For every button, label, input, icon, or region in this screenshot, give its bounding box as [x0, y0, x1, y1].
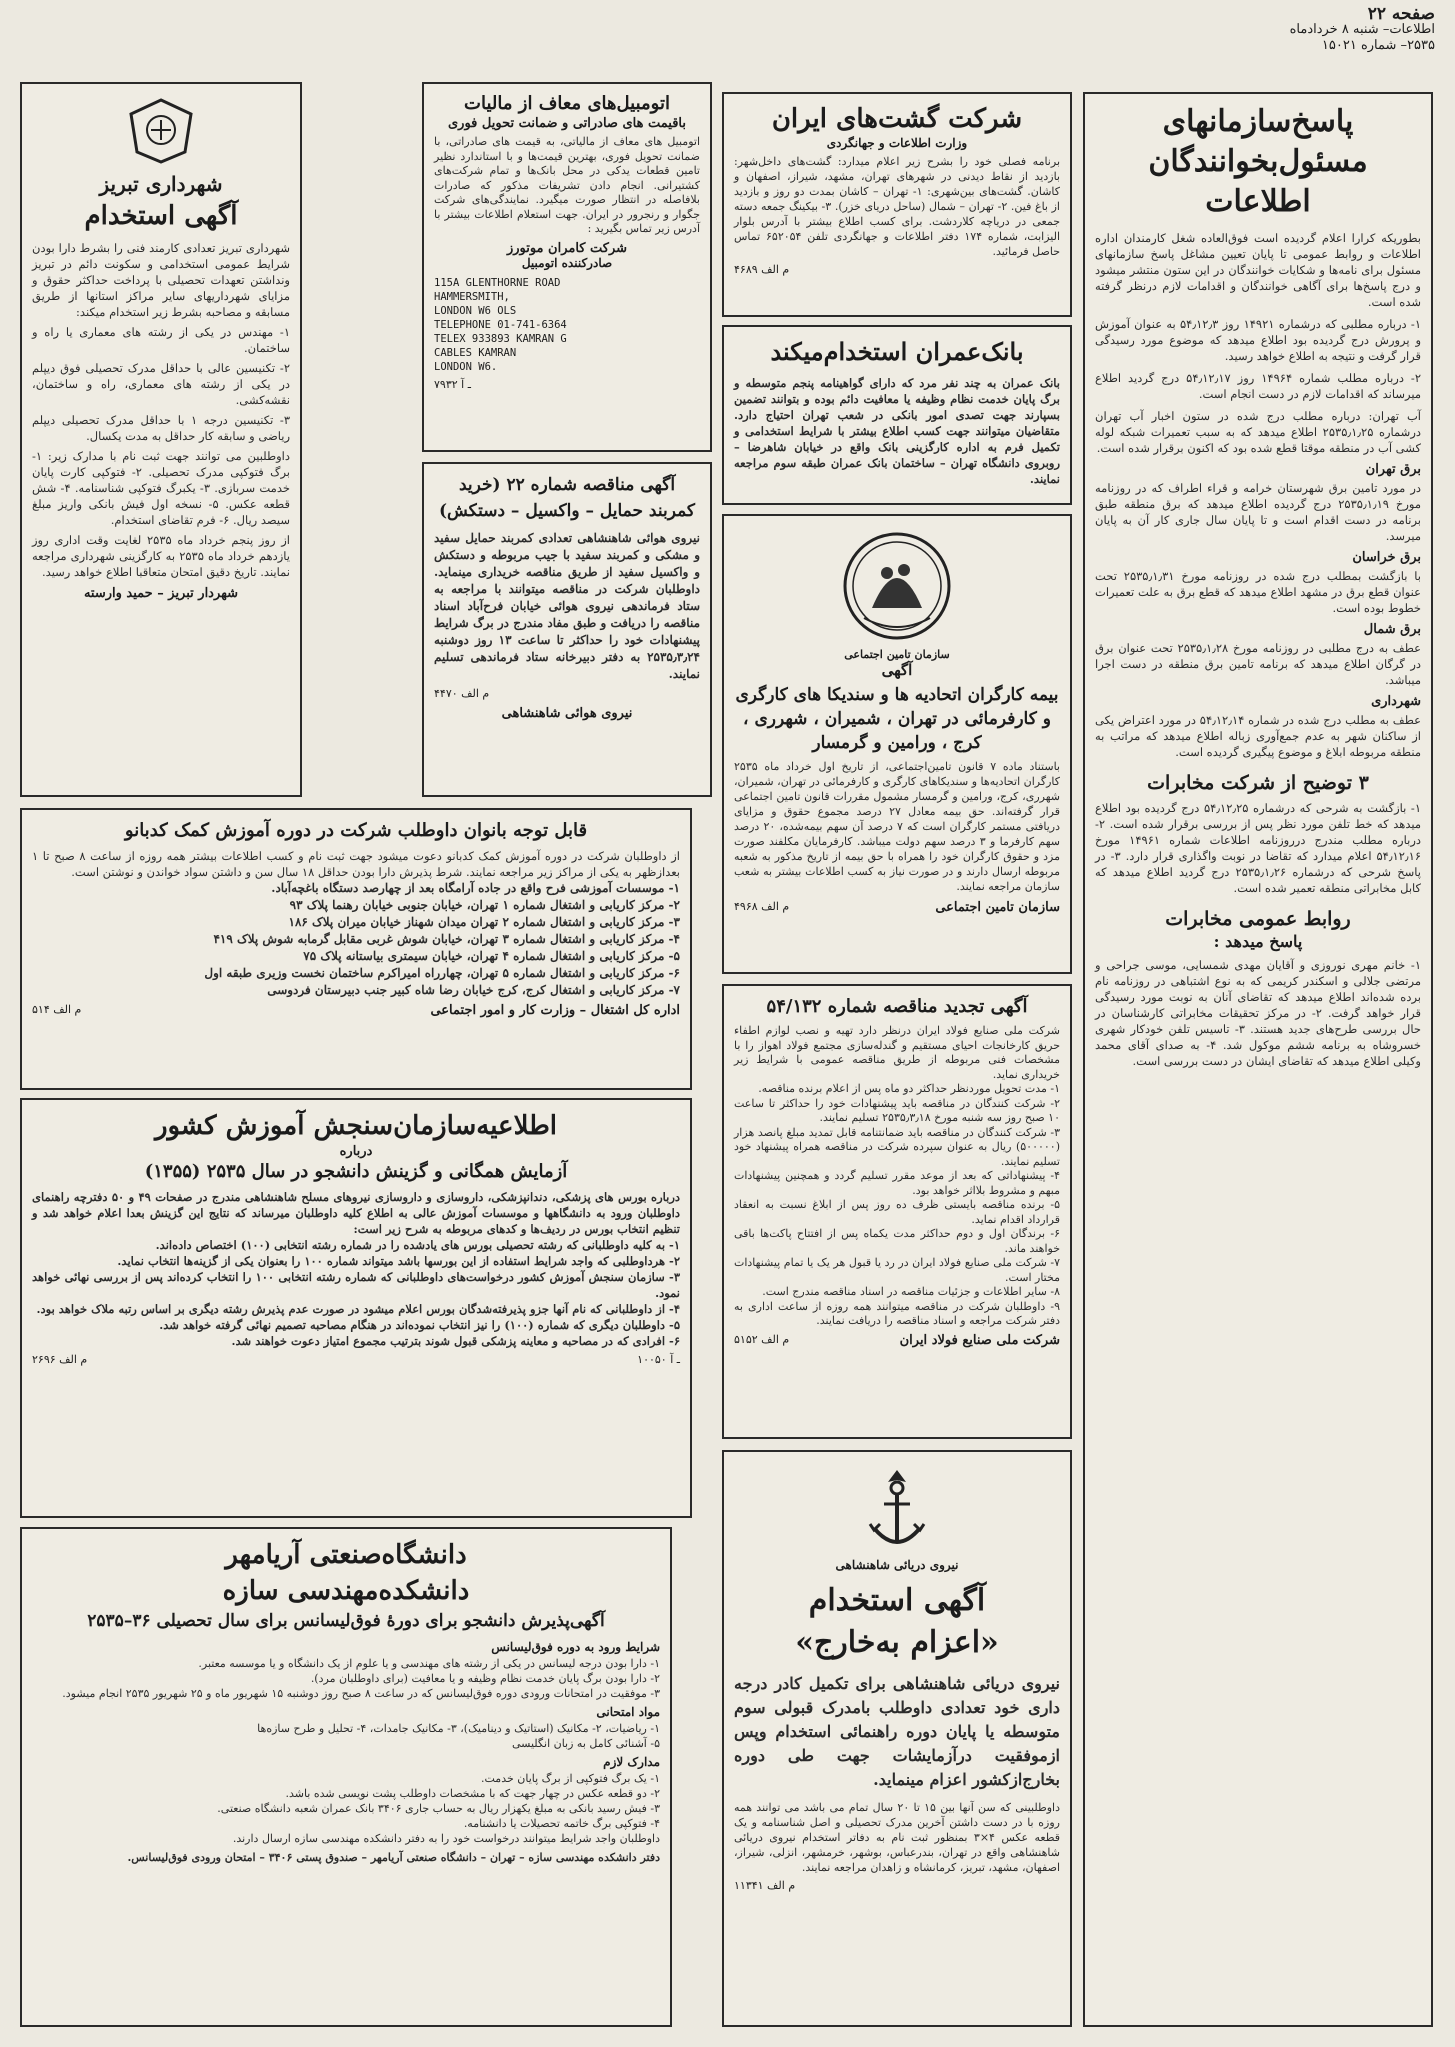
reader-responses-title-1: پاسخ‌سازمانهای — [1162, 104, 1354, 139]
auto-title: اتومبیل‌های معاف از مالیات — [464, 93, 670, 114]
airforce-code: م الف ۴۴۷۰ — [434, 687, 490, 700]
bank-title: بانک‌عمران استخدام‌میکند — [770, 337, 1024, 366]
tabriz-item: از روز پنجم خرداد ماه ۲۵۳۵ لغایت وقت اداری روز یازدهم خرداد ماه ۲۵۳۵ به کارگزینی شهرداری مراجعه نمایند. تاریخ دقیق امتحان متعاقبا اطلاع خواهد رسید. — [32, 533, 291, 579]
sanjesh-item: ۲- هرداوطلبی که واجد شرایط استفاده از این بورسها باشد میتواند شماره ۱۰۰ را بعنوان یکی از گزینه‌ها انتخاب نماید. — [117, 1254, 680, 1268]
ravabet-title: روابط عمومی مخابرات — [1165, 908, 1351, 930]
navy-title-1: آگهی استخدام — [808, 1583, 986, 1618]
gasht-subtitle: وزارت اطلاعات و جهانگردی — [826, 136, 968, 150]
navy-emblem-caption: نیروی دریائی شاهنشاهی — [835, 1558, 959, 1572]
navy-code: م الف ۱۱۳۴۱ — [734, 1879, 796, 1892]
sanjesh-item: ۶- افرادی که در مصاحبه و معاینه پزشکی قبول شوند بترتیب مجموع امتیاز دعوت خواهند شد. — [231, 1334, 680, 1348]
auto-body: اتومبیل های معاف از مالیاتی، به قیمت های صادراتی، با ضمانت تحویل فوری، بهترین قیمت‌ها و با استاندارد نظیر تامین قطعات یدکی در محل بانک‌ها و تمام شرکت‌های کشتیرانی. انجام دادن تشریفات مذکور که صادرات بلافاصله در انتظار صورت میگیرد. نمایندگی‌های شرکت جگوار و رنجرور در ایران. جهت استعلام اطلاعات بیشتر با آدرس زیر تماس بگیرید : — [434, 135, 700, 235]
sanjesh-pre: درباره — [339, 1144, 373, 1159]
foolad-term: ۱- مدت تحویل موردنظر حداکثر دو ماه پس از اعلام برنده مناقصه. — [758, 1082, 1060, 1095]
kadbanoo-item: ۶- مرکز کاریابی و اشتغال شماره ۵ تهران، چهارراه امیراکرم ساختمان نخست وزیری طبقه اول — [204, 966, 680, 980]
foolad-title: آگهی تجدید مناقصه شماره ۵۴/۱۳۲ — [766, 996, 1028, 1017]
bank-body: بانک عمران به چند نفر مرد که دارای گواهینامه پنجم متوسطه و برگ پایان خدمت نظام وظیفه یا معافیت دائم بوده و بتوانند تضمین بسپارند جهت تصدی امور بانکی در شعب تهران احتیاج دارد. متقاضیان میتوانند جهت کسب اطلاع بیشتر با شرایط استخدامی و تکمیل فرم به اداره کارگزینی بانک واقع در خیابان شاهرضا – روبروی دانشگاه تهران – ساختمان بانک عمران طبقه سوم مراجعه نمایند. — [734, 376, 1060, 486]
foolad-code: م الف ۵۱۵۲ — [734, 1332, 790, 1346]
gasht-body: برنامه فصلی خود را بشرح زیر اعلام میدارد: گشت‌های داخل‌شهر: بازدید از نقاط دیدنی در شهرهای تهران، مشهد، شیراز، اصفهان و کاشان. گشت‌های بین‌شهری: ۱- تهران – کاشان بمدت دو روز و بازدید از باغ فین. ۲- تهران – شمال (ساحل دریای خزر). ۳- بیکینگ جمعه دسته جمعی در دریاچه کلاردشت. برای کسب اطلاع بیشتر با آدرس بلوار الیزابت، شماره ۱۷۴ دفتر اطلاعات و جهانگردی تلفن ۶۵۲۰۵۴ تماس حاصل فرمائید. — [734, 155, 1061, 258]
foolad-body: شرکت ملی صنایع فولاد ایران درنظر دارد تهیه و نصب لوازم اطفاء حریق کارخانجات احیای مستقیم و گندله‌سازی مجتمع فولاد اهواز را با مشخصات فنی مربوطه از طریق مناقصه عمومی با شرایط زیر خریداری نماید. — [734, 1024, 1060, 1081]
tabriz-item: ۱- مهندس در یکی از رشته های معماری یا راه و ساختمان. — [32, 325, 290, 355]
section-body: عطف به مطلب درج شده در شماره ۵۴٫۱۲٫۱۴ در مورد اعتراض یکی از ساکنان شهر به عدم جمع‌آوری زباله اطلاع میدهد که مراتب به منطقه مربوطه ابلاغ و موضوع پیگیری گردیده است. — [1095, 713, 1421, 759]
reader-responses-intro: بطوریکه کرارا اعلام گردیده است فوق‌العاده شغل کارمندان اداره اطلاعات و روابط عمومی تا پایان تعیین مشاغل پاسخ سازمانهای مسئول برای نامه‌ها و شکایات خوانندگان در این ستون منتشر میشود و درج پاسخ‌ها برای آگاهی خوانندگان و اقدامات لازم درنظر گرفته شده است. — [1095, 231, 1421, 309]
aryamehr-section-heading: مواد امتحانی — [596, 1705, 660, 1719]
foolad-term: ۵- برنده مناقصه بایستی ظرف ده روز پس از ابلاغ نسبت به انعقاد قرارداد اقدام نماید. — [734, 1198, 1060, 1226]
auto-export-ad — [422, 82, 712, 452]
header-issue: ۲۵۳۵– شماره ۱۵۰۲۱ — [1321, 38, 1435, 53]
ravabet-subtitle: پاسخ میدهد : — [1213, 932, 1303, 951]
foolad-term: ۲- شرکت کنندگان در مناقصه باید پیشنهادات خود را حداکثر تا ساعت ۱۰ صبح روز سه شنبه مورخ ۲۵۳۵٫۳٫۱۸ تسلیم نمایند. — [734, 1096, 1060, 1124]
kadbanoo-item: ۴- مرکز کاریابی و اشتغال شماره ۳ تهران، خیابان شوش غربی مقابل گرمابه شوش پلاک ۴۱۹ — [213, 932, 680, 946]
sanjesh-item: ۱- به کلیه داوطلبانی که رشته تحصیلی بورس های یادشده را در شماره رشته انتخابی (۱۰۰) اختصاص داده‌اند. — [155, 1238, 680, 1252]
kadbanoo-item: ۷- مرکز کاریابی و اشتغال کرج، کرج خیابان رضا شاه کبیر جنب دبیرستان فردوسی — [267, 983, 680, 997]
kadbanoo-code: م الف ۵۱۴ — [32, 1003, 82, 1016]
navy-lead: نیروی دریائی شاهنشاهی برای تکمیل کادر درجه داری خود تعدادی داوطلب بامدرک قبولی سوم متوسطه یا پایان دوره راهنمائی استخدام وپس ازموفقیت درآزمایشات جهت طی دوره بخارج‌ازکشور اعزام مینماید. — [734, 1674, 1060, 1789]
foolad-term: ۳- شرکت کنندگان در مناقصه باید ضمانتنامه قابل تمدید مبلغ پانصد هزار (۵۰۰۰۰۰) ریال به عنوان سپرده شرکت در مناقصه همراه پیشنهاد خود تسلیم نمایند. — [734, 1125, 1060, 1168]
auto-company: شرکت کامران موتورز — [506, 240, 628, 256]
tabriz-item: ۳- تکنیسین درجه ۱ با حداقل مدرک تحصیلی دیپلم ریاضی و سابقه کار حداقل به مدت یکسال. — [32, 413, 290, 443]
kadbanoo-signature: اداره کل اشتغال – وزارت کار و امور اجتماعی — [430, 1003, 680, 1018]
kadbanoo-ad — [20, 808, 692, 1090]
tabriz-body: شهرداری تبریز تعدادی کارمند فنی را بشرط دارا بودن شرایط عمومی استخدامی و سکونت دائم در تبریز ونداشتن تعهدات تحصیلی با پرداخت حداکثر حقوق و مزایای شهرداریهای سایر مراکز استانها از طریق مسابقه و مصاحبه بشرط زیر استخدام میکند: — [32, 241, 290, 319]
auto-subtitle: باقیمت های صادراتی و ضمانت تحویل فوری — [447, 116, 687, 131]
emblem-caption: سازمان تامین اجتماعی — [844, 648, 950, 661]
airforce-title: آگهی مناقصه شماره ۲۲ (خرید کمربند حمایل – واکسیل – دستکش) — [438, 475, 696, 521]
foolad-signature: شرکت ملی صنایع فولاد ایران — [899, 1332, 1060, 1348]
sanjesh-notice — [20, 1098, 692, 1518]
airforce-tender-ad — [422, 462, 712, 797]
auto-company-sub: صادرکننده اتومبیل — [521, 255, 613, 270]
kadbanoo-item: ۱- موسسات آموزشی فرح واقع در جاده آرامگاه بعد از چهارصد دستگاه باغچه‌آباد. — [271, 881, 680, 895]
page-header — [1265, 6, 1435, 54]
sanjesh-item: ۵- داوطلبان دیگری که شماره (۱۰۰) را نیز انتخاب نموده‌اند در هنگام مصاحبه تصمیم نهائی گرفته خواهد شد. — [159, 1318, 680, 1332]
foolad-term: ۷- شرکت ملی صنایع فولاد ایران در رد یا قبول هر یک یا تمام پیشنهادات مختار است. — [734, 1256, 1060, 1284]
tabriz-signature: شهردار تبریز – حمید وارسته — [83, 586, 239, 601]
reader-responses-title-2: مسئول‌بخوانندگان — [1148, 144, 1368, 179]
tabriz-municipality-ad — [20, 82, 302, 797]
kadbanoo-title: قابل توجه بانوان داوطلب شرکت در دوره آموزش کمک کدبانو — [124, 820, 588, 841]
aryamehr-item: ۱- یک برگ فتوکپی از برگ پایان خدمت. — [481, 1772, 660, 1785]
auto-address-line: CABLES KAMRAN — [434, 346, 517, 359]
gasht-title: شرکت گشت‌های ایران — [771, 104, 1023, 134]
aryamehr-subtitle: آگهی‌پذیرش دانشجو برای دورهٔ فوق‌لیسانس برای سال تحصیلی ۳۶–۲۵۳۵ — [87, 1611, 605, 1631]
tabriz-item: ۲- تکنیسین عالی با حداقل مدرک تحصیلی فوق دیپلم در یکی از رشته های معماری، راه و ساختمان، نقشه‌کشی. — [32, 361, 290, 407]
sanjesh-body: درباره بورس های پزشکی، دندانپزشکی، داروسازی و داروسازی نیروهای مسلح شاهنشاهی مندرج در صفحات ۴۹ و ۵۰ دفترچه راهنمای داوطلبان ورود به دانشگاهها و موسسات آموزش عالی به اطلاع کلیه داوطلبان میرساند که نتایج این گزینش بعدا اعلام خواهد شد و تنظیم انتخاب بورس در ردیف‌ها و کدهای مربوطه به شرح زیر است: — [32, 1190, 681, 1236]
sanjesh-item: ۴- از داوطلبانی که نام آنها جزو پذیرفته‌شدگان بورس اعلام میشود در صورت عدم پذیرش رشته دیگری بر اساس رتبه ملاک خواهد بود. — [36, 1302, 680, 1316]
bimeh-body: باستناد ماده ۷ قانون تامین‌اجتماعی، از تاریخ اول خرداد ماه ۲۵۳۵ کارگران اتحادیه‌ها و سندیکاهای کارگری و کارفرمائی در تهران، شمیران، شهرری، کرج، ورامین و گرمسار مشمول مقررات قانون تامین اجتماعی قرار گرفته‌اند. حق بیمه معادل ۲۷ درصد مجموع حقوق و مزایای دریافتی مستمر کارگران است که ۷ درصد آن سهم بیمه‌شده، ۲۰ درصد سهم کارفرما و ۳ درصد سهم دولت میباشد. کارفرمایان مکلفند صورت مزد و حقوق کارگران خود را همراه با حق بیمه از تاریخ مذکور به شعبه مربوطه ارسال دارند و در صورت نیاز به کسب اطلاعات بیشتر به شعب سازمان مراجعه نمایند. — [734, 760, 1061, 893]
aryamehr-item: ۳- فیش رسید بانکی به مبلغ یکهزار ریال به حساب جاری ۳۴۰۶ بانک عمران شعبه دانشگاه صنعتی. — [217, 1802, 660, 1815]
kadbanoo-item: ۵- مرکز کاریابی و اشتغال شماره ۴ تهران، خیابان سیمتری بیاستانه پلاک ۷۵ — [303, 949, 680, 963]
foolad-term: ۸- سایر اطلاعات و جزئیات مناقصه در اسناد مناقصه مندرج است. — [762, 1285, 1060, 1298]
section-body: در مورد تامین برق شهرستان خرامه و قراء اطراف که در روزنامه مورخ ۲۵۳۵٫۱٫۱۹ درج گردیده اطلاع میدهد که برق منطقه طبق برنامه در دست اقدام است و تا پایان سال جاری کار آن به پایان میرسد. — [1095, 481, 1421, 543]
auto-address-line: LONDON W6. — [434, 360, 498, 373]
tabriz-emblem-icon — [121, 96, 201, 166]
kadbanoo-item: ۲- مرکز کاریابی و اشتغال شماره ۱ تهران، خیابان جنوبی خیابان رهنما پلاک ۹۳ — [289, 898, 680, 912]
reader-responses-box — [1083, 92, 1433, 2027]
aryamehr-footer: دفتر دانشکده مهندسی سازه – تهران – دانشگاه صنعتی آریامهر – صندوق پستی ۳۴۰۶ – امتحان ورودی فوق‌لیسانس. — [127, 1851, 660, 1864]
aryamehr-item: ۲- دو قطعه عکس در چهار جهت که با مشخصات داوطلب پشت نویسی شده باشد. — [285, 1787, 660, 1800]
auto-address-line: TELEPHONE 01-741-6364 — [434, 318, 567, 331]
bank-omran-ad — [722, 325, 1072, 505]
reader-responses-title-3: اطلاعات — [1205, 184, 1311, 219]
sanjesh-code-2: ۱۰۰۵۰ ـ آ — [637, 1353, 680, 1366]
aryamehr-item: ۳- موفقیت در امتحانات ورودی دوره فوق‌لیسانس که در ساعت ۸ صبح روز دوشنبه ۱۵ شهریور ماه و ۲۵ شهریور ۲۵۳۵ انجام میشود. — [62, 1687, 660, 1700]
gasht-iran-ad — [722, 92, 1072, 317]
aryamehr-item: ۲- دارا بودن برگ پایان خدمت نظام وظیفه و یا معافیت (برای داوطلبان مرد). — [310, 1672, 660, 1685]
aryamehr-item: ۱- ریاضیات، ۲- مکانیک (استاتیک و دینامیک)، ۳- مکانیک جامدات، ۴- تحلیل و طرح سازه‌ها — [257, 1722, 660, 1735]
aryamehr-item: ۵- آشنائی کامل به زبان انگلیسی — [511, 1737, 660, 1750]
response-item: ۱- درباره مطلبی که درشماره ۱۴۹۲۱ روز ۵۴٫۱۲٫۳ به عنوان آموزش و پرورش درج گردیده بود اطلاع میدهد که موضوع مورد رسیدگی قرار گرفت و نتیجه به اطلاع خواهد رسید. — [1095, 317, 1422, 363]
foolad-term: ۶- برندگان اول و دوم حداکثر مدت یکماه پس از افتتاح پاکت‌ها باقی خواهند ماند. — [734, 1227, 1060, 1255]
bimeh-title: بیمه کارگران اتحادیه ها و سندیکا های کارگری و کارفرمائی در تهران ، شمیران ، شهرری ، کرج ، ورامین و گرمسار — [735, 685, 1059, 753]
auto-code: ۷۹۳۲ ـ آ — [434, 377, 471, 391]
sanjesh-subtitle: آزمایش همگانی و گزینش دانشجو در سال ۲۵۳۵ (۱۳۵۵) — [144, 1161, 568, 1182]
bimeh-signature: سازمان تامین اجتماعی — [935, 900, 1060, 915]
section-heading: برق خراسان — [1352, 550, 1421, 565]
aryamehr-item: ۴- فتوکپی برگ خاتمه تحصیلات یا دانشنامه. — [463, 1817, 660, 1830]
aryamehr-item: ۱- دارا بودن درجه لیسانس در یکی از رشته های مهندسی و یا علوم از یک دانشگاه و یا موسسه معتبر. — [198, 1657, 660, 1670]
foolad-tender-ad — [722, 984, 1072, 1439]
bimeh-label: آگهی — [881, 661, 913, 679]
navy-ad — [722, 1450, 1072, 2027]
section-body: با بازگشت بمطلب درج شده در روزنامه مورخ ۲۵۳۵٫۱٫۳۱ تحت عنوان قطع برق در مشهد اطلاع میدهد که قطع برق به علت تعمیرات خطوط بوده است. — [1095, 569, 1421, 615]
foolad-term: ۴- پیشنهاداتی که بعد از موعد مقرر تسلیم گردد و همچنین پیشنهادات مبهم و مشروط بلااثر خواهد بود. — [734, 1169, 1060, 1197]
response-item: ۲- درباره مطلب شماره ۱۴۹۶۴ روز ۵۴٫۱۲٫۱۷ درج گردید اطلاع میرساند که اقدامات لازم در دست انجام است. — [1095, 371, 1421, 401]
navy-title-2: «اعزام به‌خارج» — [795, 1625, 999, 1660]
aryamehr-title-2: دانشکده‌مهندسی سازه — [222, 1576, 470, 1606]
sanjesh-title: اطلاعیه‌سازمان‌سنجش آموزش کشور — [154, 1111, 558, 1141]
aryamehr-section-heading: شرایط ورود به دوره فوق‌لیسانس — [491, 1640, 660, 1654]
navy-body: داوطلبینی که سن آنها بین ۱۵ تا ۲۰ سال تمام می باشد می توانند همه روزه با در دست داشتن آخرین مدرک تحصیلی و اصل شناسنامه و یک قطعه عکس ۴×۳ بمنظور ثبت نام به دفاتر استخدام نیروی دریائی شاهنشاهی واقع در تهران، بندرعباس، بوشهر، خرمشهر، انزلی، شیراز، اصفهان، مشهد، تبریز، کرمانشاه و زاهدان مراجعه نمایند. — [734, 1801, 1060, 1874]
sanjesh-item: ۳- سازمان سنجش آموزش کشور درخواست‌های داوطلبانی که شماره رشته انتخابی ۱۰۰ را انتخاب کرده‌اند پس از بررسی نهائی خواهد نمود. — [32, 1270, 680, 1300]
page-number: صفحه ۲۲ — [1367, 4, 1435, 24]
section-heading: شهرداری — [1371, 694, 1421, 709]
kadbanoo-body: از داوطلبان شرکت در دوره آموزش کمک کدبانو دعوت میشود جهت ثبت نام و کسب اطلاعات بیشتر همه روزه از ساعت ۸ صبح تا ۱ بعدازظهر به یکی از مراکز زیر مراجعه نمایند. شرط پذیرش دارا بودن حداقل ۱۸ سال سن و داشتن سواد خواندن و نوشتن است. — [32, 849, 680, 879]
navy-anchor-icon — [862, 1464, 932, 1554]
kadbanoo-item: ۳- مرکز کاریابی و اشتغال شماره ۲ تهران میدان شهناز خیابان میران پلاک ۱۸۶ — [288, 915, 680, 929]
header-date: اطلاعات– شنبه ۸ خردادماه — [1289, 22, 1435, 37]
auto-address-line: 115A GLENTHORNE ROAD — [434, 276, 561, 289]
airforce-signature: نیروی هوائی شاهنشاهی — [501, 706, 633, 721]
response-item: آب تهران: درباره مطلب درج شده در ستون اخبار آب تهران درشماره ۲۵۳۵٫۱٫۲۵ اطلاع میدهد که به سبب تعمیرات شبکه لوله کشی آب در منطقه موقتا قطع شده بود که اکنون برقرار شده است. — [1095, 409, 1421, 455]
tabriz-title-1: شهرداری تبریز — [99, 172, 223, 196]
airforce-body: نیروی هوائی شاهنشاهی تعدادی کمربند حمایل سفید و مشکی و کمربند سفید با جیب مربوطه و دستکش و واکسیل سفید از طریق مناقصه خریداری مینماید. داوطلبان شرکت در مناقصه میتوانند با مراجعه به ستاد فرماندهی نیروی هوائی خیابان فرح‌آباد اسناد مناقصه را دریافت و طبق مفاد مندرج در برگ شرایط پیشنهادات خود را حداکثر تا ساعت ۱۳ روز دوشنبه ۲۵۳۵٫۳٫۲۴ به دفتر دبیرخانه ستاد فرماندهی تسلیم نمایند. — [434, 531, 700, 681]
bimeh-code: م الف ۴۹۶۸ — [734, 900, 790, 913]
mokhaberat-body: ۱- بازگشت به شرحی که درشماره ۵۴٫۱۲٫۲۵ درج گردیده بود اطلاع میدهد که خط تلفن مورد نظر پس از بررسی برقرار شده است. ۲- درباره مطلب مندرج درروزنامه اطلاعات شماره ۱۴۹۶۱ مورخ ۵۴٫۱۲٫۱۶ اعلام میدارد که تقاضا در نوبت واگذاری قرار دارد. ۳- در پاسخ شرحی که درشماره ۲۵۳۵٫۱٫۲۶ درج گردید اطلاع میدهد که کابل مخابراتی منطقه تعمیر شده است. — [1095, 801, 1421, 895]
mokhaberat-title: ۳ توضیح از شرکت مخابرات — [1147, 772, 1369, 794]
tabriz-item: داوطلبین می توانند جهت ثبت نام با مدارک زیر: ۱- برگ فتوکپی مدرک تحصیلی. ۲- فتوکپی کارت پایان خدمت سربازی. ۳- یکبرگ فتوکپی شناسنامه. ۴- شش قطعه عکس. ۵- نسخه اول فیش بانکی واریز مبلغ سیصد ریال. ۶- فرم تقاضای استخدام. — [32, 449, 290, 527]
aryamehr-title-1: دانشگاه‌صنعتی آریامهر — [225, 1540, 467, 1570]
section-heading: برق تهران — [1365, 462, 1421, 477]
auto-address-line: LONDON W6 OLS — [434, 304, 517, 317]
ravabet-body: ۱- خانم مهری نوروزی و آقایان مهدی شمسایی، موسی جراحی و مرتضی جلالی و اسکندر کریمی که به نوع اشتباهی در روزنامه نام برده شده‌اند اطلاع میدهد که تقاضای آنان به نوبت مورد رسیدگی قرار خواهد گرفت. ۲- در مرکز تحقیقات مخابراتی کارشناسان در حال بررسی طرح‌های جدید هستند. ۳- تاسیس تلفن خودکار شهری خسروشاه به برنامه ششم موکول شد. ۴- به صدای آقای محمد وکیلی اطلاع میدهد که تقاضای ایشان در دست بررسی است. — [1095, 958, 1422, 1068]
sanjesh-code: م الف ۲۶۹۶ — [32, 1353, 88, 1366]
aryamehr-item: داوطلبان واجد شرایط میتوانند درخواست خود را به دفتر دانشکده مهندسی سازه ارسال دارند. — [232, 1832, 660, 1845]
foolad-term: ۹- داوطلبان شرکت در مناقصه میتوانند همه روزه از ساعت اداری به دفتر شرکت مراجعه و اسناد مناقصه را دریافت نمایند. — [734, 1299, 1060, 1327]
auto-address-line: TELEX 933893 KAMRAN G — [434, 332, 567, 345]
aryamehr-university-ad — [20, 1527, 672, 2027]
section-body: عطف به درج مطلبی در روزنامه مورخ ۲۵۳۵٫۱٫۲۸ تحت عنوان برق در گرگان اطلاع میدهد که برنامه تامین برق منطقه در دست اجرا میباشد. — [1095, 641, 1422, 687]
gasht-code: م الف ۴۶۸۹ — [734, 263, 790, 276]
tabriz-title-2: آگهی استخدام — [84, 201, 238, 231]
section-heading: برق شمال — [1363, 622, 1421, 637]
social-security-emblem-icon — [842, 528, 952, 648]
social-security-ad — [722, 514, 1072, 974]
auto-address-line: HAMMERSMITH, — [434, 290, 510, 303]
aryamehr-section-heading: مدارک لازم — [603, 1755, 660, 1769]
